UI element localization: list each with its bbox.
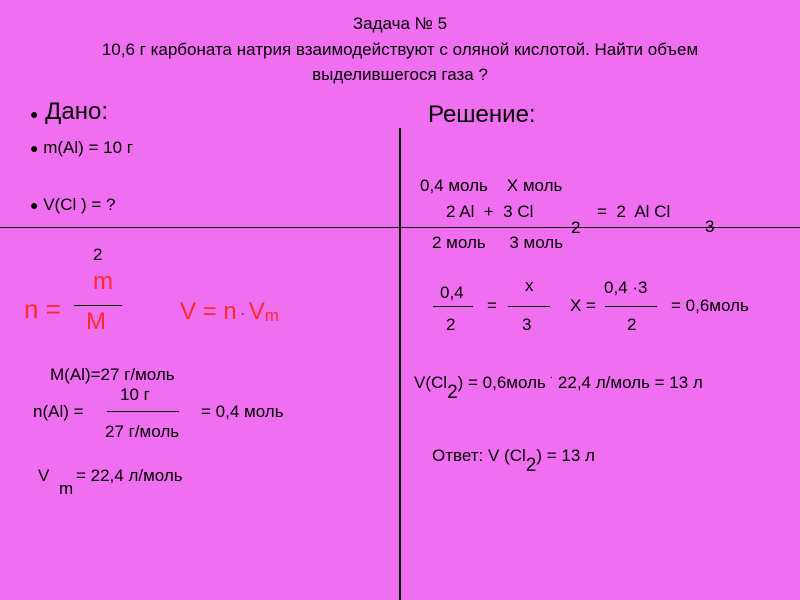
reaction-alcl3-subscript: 3 xyxy=(705,217,715,236)
n-calc-numerator: 10 г xyxy=(120,385,150,404)
volume-cl2-subscript: 2 xyxy=(447,382,458,403)
prop-frac3-bar xyxy=(605,306,657,307)
prop-frac1-numerator: 0,4 xyxy=(440,283,464,302)
prop-frac1-bar xyxy=(433,306,473,307)
answer-cl2-subscript: 2 xyxy=(525,455,537,476)
vertical-divider xyxy=(399,128,401,600)
prop-frac2-numerator: х xyxy=(525,276,534,295)
vm-subscript: m xyxy=(59,479,74,498)
prop-frac2-denominator: 3 xyxy=(522,315,532,334)
resh-heading: Решение: xyxy=(428,101,536,128)
dano-heading: ● Дано: xyxy=(30,98,109,125)
answer: Ответ: V (Cl2) = 13 л xyxy=(432,446,595,476)
formula-n-numerator: m xyxy=(93,268,113,295)
prop-frac1-denominator: 2 xyxy=(446,315,456,334)
n-calc-denominator: 27 г/моль xyxy=(105,422,180,441)
slide-title-line-3: выделившегося газа ? xyxy=(312,65,488,84)
prop-frac2-bar xyxy=(508,306,550,307)
bullet-icon: ● xyxy=(30,197,39,213)
given-volume-subscript: 2 xyxy=(93,245,103,264)
prop-frac3-numerator: 0,4 ·3 xyxy=(604,278,648,297)
n-calc-lhs: n(Al) = xyxy=(33,402,84,421)
given-volume: ● V(Cl ) = ? xyxy=(30,195,116,214)
reaction-lhs: 2 Al + 3 Cl xyxy=(446,202,534,221)
vm-value: = 22,4 л/моль xyxy=(76,466,183,485)
formula-v: V = n · Vm xyxy=(180,298,279,325)
prop-x-lhs: Х = xyxy=(570,296,596,315)
bullet-icon: ● xyxy=(30,140,39,156)
prop-frac3-denominator: 2 xyxy=(627,315,637,334)
moles-above: 0,4 моль Х моль xyxy=(420,176,563,195)
bullet-icon: ● xyxy=(30,106,39,122)
formula-n-fraction-bar xyxy=(74,305,122,306)
volume-calc: V(Cl2) = 0,6моль · 22,4 л/моль = 13 л xyxy=(414,372,703,403)
n-calc-result: = 0,4 моль xyxy=(201,402,284,421)
n-calc-fraction-bar xyxy=(107,411,179,412)
vm-symbol: V xyxy=(38,466,50,485)
prop-result: = 0,6моль xyxy=(671,296,749,315)
moles-below: 2 моль 3 моль xyxy=(432,233,564,252)
slide-title-line-1: Задача № 5 xyxy=(352,14,448,33)
slide-title-line-2: 10,6 г карбоната натрия взаимодействуют с оляной кислотой. Найти объем xyxy=(101,40,699,59)
given-mass: ● m(Al) = 10 г xyxy=(30,138,134,157)
prop-equals-1: = xyxy=(487,296,497,315)
molar-mass: M(Al)=27 г/моль xyxy=(50,365,175,384)
formula-n-denominator: M xyxy=(86,308,106,335)
reaction-cl2-subscript: 2 xyxy=(571,218,581,237)
reaction-rhs: = 2 Al Cl xyxy=(597,202,671,221)
formula-n-lhs: n = xyxy=(24,294,61,324)
